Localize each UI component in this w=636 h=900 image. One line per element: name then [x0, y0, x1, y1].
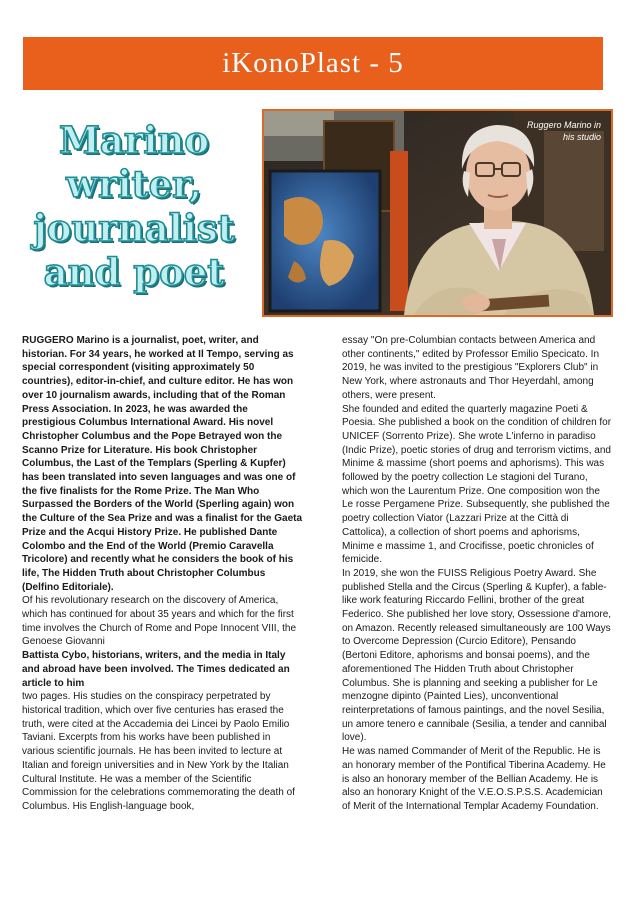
photo-caption: Ruggero Marino in his studio [526, 120, 601, 142]
article-paragraph: Battista Cybo, historians, writers, and the media in Italy and abroad have been involved. The Times dedicated an article to him [22, 650, 290, 689]
headline-line: and poet [43, 250, 225, 294]
article-paragraph: RUGGERO Marino is a journalist, poet, writer, and historian. For 34 years, he worked at Il Tempo, serving as special correspondent (visiting approximately 50 countries), editor-in-chief, and culture editor. He has won over 10 journalism awards, including that of the Roman Press Association. In 2023, he was awarded the prestigious Columbus International Award. His novel Christopher Columbus and the Pope Betrayed won the Scanno Prize for Literature. His book Christopher Columbus, the Last of the Templars (Sperling & Kupfer) has been translated into seven languages and was one of the five finalists for the Rome Prize. The Man Who Surpassed the Borders of the World (Sperling again) won the Culture of the Sea Prize and was a finalist for the Gaeta Prize and the Acqui History Prize. He published Dante Colombo and the End of the World (Premio Caravella Tricolore) and recently what he considers the book of his life, The Hidden Truth about Christopher Columbus (Delfino Editoriale). [22, 335, 303, 593]
page-title: iKonoPlast - 5 [222, 47, 404, 79]
title-banner [23, 37, 603, 90]
article-column-right [342, 334, 612, 814]
article-paragraph: Of his revolutionary research on the discovery of America, which has continued for about 35 years and which for the first time involves the Church of Rome and Pope Innocent VIII, the Genoese Giovanni [22, 595, 297, 648]
article-paragraph: He was named Commander of Merit of the Republic. He is an honorary member of the Pontifical Tiberina Academy. He is also an honorary member of the Bellian Academy. He is also an honorary Knight of the V.E.O.S.P.S.S. Academician of Merit of the International Templar Academy Foundation. [342, 746, 606, 812]
headline-line: Marino [58, 118, 210, 162]
article-column-left [22, 334, 304, 814]
headline [14, 118, 254, 294]
portrait-photo [262, 109, 613, 317]
article-paragraph: She founded and edited the quarterly magazine Poeti & Poesia. She published a book on the condition of children for UNICEF (Sorrento Prize). She wrote L'inferno in paradiso (Indic Prize), poetic stories of drug and terrorism victims, and Minime & massime (short poems and aphorisms). This was followed by the poetry collection Le stagioni del Turano, which won the Laurentum Prize. One composition won the Le rosse Pergamene Prize. Subsequently, she published the poetry collection Viator (Lazzari Prize at the Città di Cattolica), a collection of short poems and aphorisms, Minime e massime 1, and Crocifisse, poetic chronicles of femicide. [342, 403, 612, 566]
headline-line: journalist [33, 206, 235, 250]
headline-line: writer, [66, 162, 202, 206]
article-paragraph: In 2019, she won the FUISS Religious Poetry Award. She published Stella and the Circus (Sperling & Kupfer), a fable-like work featuring Riccardo Fellini, brother of the great Federico. She published her love story, Ossessione d'amore, on Amazon. Recently released simultaneously are 100 Ways to Overcome Depression (Curcio Editore), Pensando (Bertoni Editore, aphorisms and bonsai poems), and the aforementioned The Hidden Truth about Christopher Columbus. She is planning and seeking a publisher for Le menzogne dipinto (Painted Lies), unconventional reinterpretations of famous paintings, and the novel Sesilia, un amore tenero e cannibale (Sesilia, a tender and cannibal love). [342, 567, 612, 744]
article-paragraph: two pages. His studies on the conspiracy perpetrated by historical tradition, which over five centuries has erased the truth, were cited at the Accademia dei Lincei by Paolo Emilio Taviani. Excerpts from his works have been published in various scientific journals. He has been invited to lecture at Italian and foreign universities and in New York by the Italian Cultural Institute. He was a member of the Scientific Commission for the celebrations commemorating the death of Columbus. His English-language book, [22, 691, 295, 812]
article-paragraph: essay "On pre-Columbian contacts between America and other continents," edited by Professor Emilio Specicato. In 2019, he was invited to the prestigious "Explorers Club" in New York, where astronauts and Thor Heyerdahl, among others, were present. [342, 335, 600, 401]
